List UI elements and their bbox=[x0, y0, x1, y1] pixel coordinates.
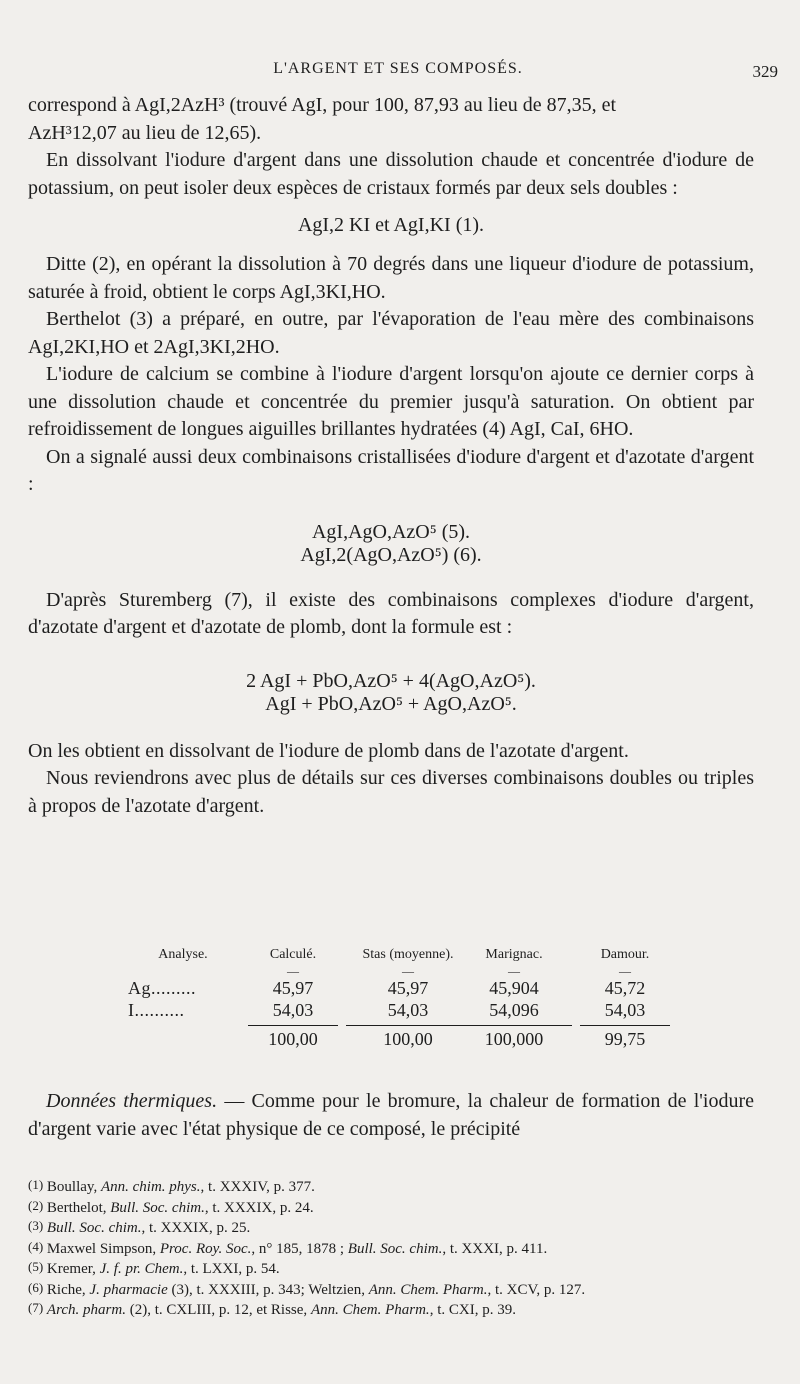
header-dash: — bbox=[402, 964, 414, 978]
footnote-3 bbox=[28, 1217, 756, 1238]
column-header: Stas (moyenne). bbox=[362, 947, 454, 962]
footnote-journal: Bull. Soc. chim. bbox=[110, 1199, 205, 1216]
footnote-ref: , t. LXXI, p. 54. bbox=[183, 1261, 280, 1277]
footnote-journal: J. f. pr. Chem. bbox=[99, 1261, 184, 1277]
footnote-ref-2: , t. XCV, p. 127. bbox=[487, 1281, 586, 1298]
cell-ag: 45,97 bbox=[387, 978, 429, 998]
column-calcule bbox=[248, 945, 338, 1052]
paragraph-3: Ditte (2), en opérant la dissolution à 70 degrés dans une liqueur d'iodure de potassium, saturée à froid, obtient le corps AgI,3KI,HO. bbox=[28, 253, 754, 303]
row-label-i: I.......... bbox=[128, 1000, 185, 1020]
formula-lead-1: 2 AgI + PbO,AzO⁵ + 4(AgO,AzO⁵). bbox=[246, 669, 536, 692]
footnote-ref: , t. XXXIV, p. 377. bbox=[200, 1179, 315, 1195]
main-text bbox=[28, 92, 754, 820]
running-title: L'ARGENT ET SES COMPOSÉS. bbox=[273, 60, 523, 77]
paragraph-5: L'iodure de calcium se combine à l'iodure d'argent lorsqu'on ajoute ce dernier corps à une dissolution chaude et concentrée du premier jusqu'à saturation. On obtient par refroidissement de longues aiguilles brillantes hydratées (4) AgI, CaI, 6HO. bbox=[28, 363, 754, 440]
column-header: Analyse. bbox=[158, 947, 208, 962]
footnote-number: (5) bbox=[28, 1259, 44, 1274]
paragraph-8: On les obtient en dissolvant de l'iodure de plomb dans de l'azotate d'argent. bbox=[28, 739, 629, 762]
cell-i: 54,03 bbox=[387, 1000, 429, 1020]
cell-total: 99,75 bbox=[604, 1029, 646, 1049]
footnote-ref-2: , t. CXI, p. 39. bbox=[429, 1302, 516, 1318]
footnote-number: (2) bbox=[28, 1197, 44, 1213]
footnote-number: (3) bbox=[28, 1218, 44, 1233]
column-header: Damour. bbox=[600, 947, 650, 962]
cell-i: 54,03 bbox=[604, 1000, 646, 1020]
footnote-author: Riche, bbox=[46, 1281, 90, 1298]
footnote-ref: , n° 185, 1878 ; bbox=[251, 1240, 348, 1257]
footnote-ref: , t. XXXIX, p. 25. bbox=[141, 1220, 251, 1236]
cell-total: 100,00 bbox=[268, 1029, 318, 1049]
cell-i: 54,03 bbox=[272, 1000, 314, 1020]
footnote-journal: Arch. pharm. bbox=[46, 1302, 126, 1318]
paragraph-7: D'après Sturemberg (7), il existe des combinaisons complexes d'iodure d'argent, d'azotate d'argent et d'azotate de plomb, dont la formule est : bbox=[28, 588, 754, 638]
column-header: Calculé. bbox=[269, 947, 317, 962]
header-dash: — bbox=[287, 964, 299, 978]
footnote-author: Boullay, bbox=[46, 1179, 101, 1195]
footnote-number: (1) bbox=[28, 1177, 44, 1192]
paragraph-1-line-2: AzH³12,07 au lieu de 12,65). bbox=[28, 121, 262, 144]
column-damour bbox=[580, 945, 670, 1052]
footnote-ref: (2), t. CXLIII, p. 12, et Risse, bbox=[125, 1302, 311, 1318]
header-dash: — bbox=[508, 964, 520, 978]
cell-ag: 45,72 bbox=[604, 978, 646, 998]
footnote-number: (6) bbox=[28, 1279, 44, 1295]
formula-lead-2: AgI + PbO,AzO⁵ + AgO,AzO⁵. bbox=[265, 692, 517, 715]
paragraph-6: On a signalé aussi deux combinaisons cristallisées d'iodure d'argent et d'azotate d'argent : bbox=[28, 445, 754, 495]
cell-total: 100,00 bbox=[383, 1029, 433, 1049]
row-label-ag: Ag......... bbox=[128, 978, 196, 998]
paragraph-1-line-1: correspond à AgI,2AzH³ (trouvé AgI, pour 100, 87,93 au lieu de 87,35, et bbox=[28, 94, 617, 116]
cell-ag: 45,97 bbox=[272, 978, 314, 998]
column-marignac bbox=[456, 945, 572, 1052]
footnote-number: (7) bbox=[28, 1300, 44, 1315]
footnotes bbox=[28, 1176, 756, 1320]
footnote-journal-2: Ann. Chem. Pharm. bbox=[368, 1281, 488, 1298]
footnote-journal: Proc. Roy. Soc. bbox=[159, 1240, 252, 1257]
footnote-journal: Ann. chim. phys. bbox=[100, 1179, 201, 1195]
thermal-data-title: Données thermiques. bbox=[46, 1090, 218, 1112]
footnote-journal-2: Bull. Soc. chim. bbox=[347, 1240, 443, 1257]
footnote-7 bbox=[28, 1299, 756, 1320]
cell-total: 100,000 bbox=[484, 1029, 544, 1049]
footnote-journal-2: Ann. Chem. Pharm. bbox=[310, 1302, 430, 1318]
footnote-ref-2: , t. XXXI, p. 411. bbox=[442, 1240, 548, 1257]
formula-nitrate-1: AgI,AgO,AzO⁵ (5). bbox=[311, 520, 471, 543]
column-header: Marignac. bbox=[485, 947, 543, 962]
header-dash: — bbox=[619, 964, 631, 978]
footnote-author: Kremer, bbox=[46, 1261, 100, 1277]
paragraph-9: Nous reviendrons avec plus de détails sur ces diverses combinaisons doubles ou triples à propos de l'azotate d'argent. bbox=[28, 767, 754, 817]
footnote-6 bbox=[28, 1279, 756, 1300]
thermal-data-paragraph bbox=[28, 1088, 754, 1143]
thermal-data-body: — Comme pour le bromure, la chaleur de formation de l'iodure d'argent varie avec l'état physique de ce composé, le précipité bbox=[28, 1090, 754, 1140]
analysis-table bbox=[28, 945, 754, 1065]
footnote-journal: Bull. Soc. chim. bbox=[46, 1220, 142, 1236]
formula-double-salts: AgI,2 KI et AgI,KI (1). bbox=[297, 214, 485, 236]
page-header bbox=[28, 60, 778, 84]
footnote-number: (4) bbox=[28, 1238, 44, 1254]
column-stas bbox=[346, 945, 470, 1052]
footnote-author: Maxwel Simpson, bbox=[46, 1240, 160, 1257]
footnote-ref: , t. XXXIX, p. 24. bbox=[204, 1199, 314, 1216]
page-number: 329 bbox=[752, 62, 778, 81]
cell-ag: 45,904 bbox=[489, 978, 539, 998]
footnote-2 bbox=[28, 1197, 756, 1218]
thermal-data-text bbox=[28, 1088, 754, 1143]
cell-i: 54,096 bbox=[489, 1000, 539, 1020]
footnote-4 bbox=[28, 1238, 756, 1259]
column-header-analyse bbox=[128, 945, 238, 965]
footnote-5 bbox=[28, 1258, 756, 1279]
footnote-1 bbox=[28, 1176, 756, 1197]
paragraph-4: Berthelot (3) a préparé, en outre, par l'évaporation de l'eau mère des combinaisons AgI,2KI,HO et 2AgI,3KI,2HO. bbox=[28, 308, 754, 358]
footnote-ref: (3), t. XXXIII, p. 343; Weltzien, bbox=[167, 1281, 369, 1298]
footnote-author: Berthelot, bbox=[46, 1199, 111, 1216]
paragraph-2: En dissolvant l'iodure d'argent dans une dissolution chaude et concentrée d'iodure de potassium, on peut isoler deux espèces de cristaux formés par deux sels doubles : bbox=[28, 149, 754, 199]
formula-nitrate-2: AgI,2(AgO,AzO⁵) (6). bbox=[300, 543, 482, 566]
footnote-journal: J. pharmacie bbox=[89, 1281, 168, 1298]
